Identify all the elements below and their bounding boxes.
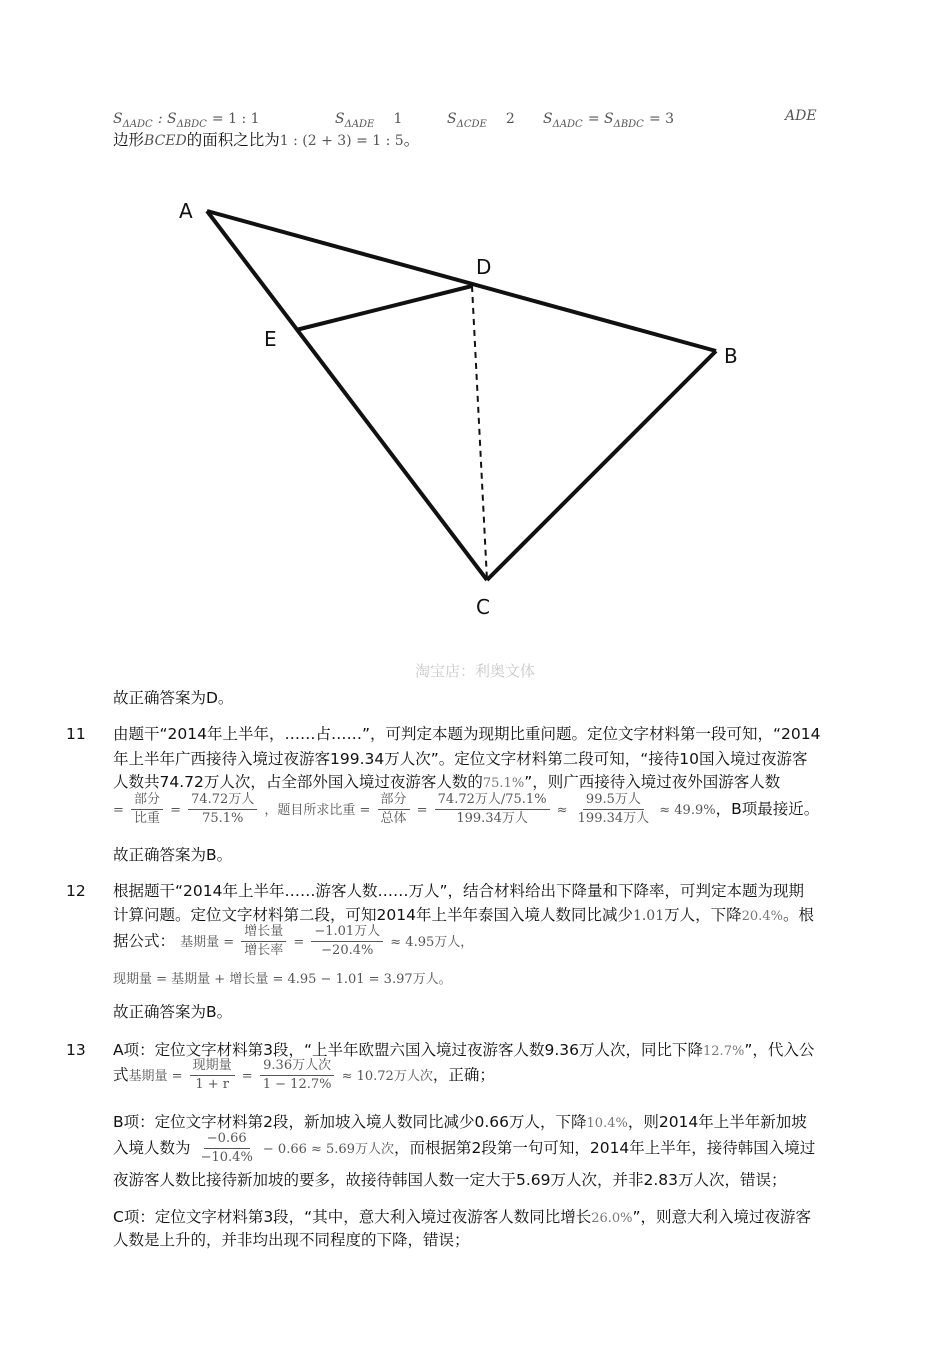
q11-answer: 故正确答案为B。 (113, 846, 233, 864)
q13-b-fn: −0.66 (204, 1131, 250, 1149)
q13-a-f2d: 1 − 12.7% (262, 1077, 332, 1092)
q12-frac1 (241, 924, 286, 959)
q13-a-f1n: 现期量 (190, 1058, 235, 1076)
q13-c-line1b: ”，则意大利入境过夜游客 (632, 1208, 812, 1226)
q12-f1d: 增长率 (244, 943, 284, 958)
q13-b-frac (198, 1131, 256, 1166)
line2-mid: 的面积之比为 (186, 131, 280, 149)
s-adc-symbol: S (113, 111, 123, 127)
q11-formula (113, 792, 819, 827)
q13-b-fd: −10.4% (200, 1150, 253, 1165)
q12-answer: 故正确答案为B。 (113, 1003, 233, 1021)
q11-f1n: 部分 (131, 792, 163, 810)
q11-line1: 由题干“2014年上半年，……占……”，可判定本题为现期比重问题。定位文字材料第一段可知，“2014 (113, 725, 821, 743)
q11-approx: ≈ (556, 803, 568, 818)
q13-a-line1a: A项：定位文字材料第3段，“上半年欧盟六国入境过夜游客人数9.36万人次，同比下降 (113, 1041, 704, 1059)
q12-f1n: 增长量 (241, 924, 286, 942)
q11-tail: ，B项最接近。 (715, 800, 820, 818)
q13-a-formula (113, 1058, 495, 1093)
q13-a-f2n: 9.36万人次 (260, 1058, 334, 1076)
segment-ab (207, 211, 716, 351)
vertex-label-c: C (476, 595, 490, 619)
q11-f4d: 199.34万人 (456, 811, 528, 826)
q13-c-line1a: C项：定位文字材料第3段，“其中，意大利入境过夜游客人数同比增长 (113, 1208, 592, 1226)
segment-ed (296, 286, 472, 330)
q11-f2d: 75.1% (202, 811, 244, 826)
vertex-label-d: D (476, 255, 492, 279)
q13-b-line1b: ，则2014年上半年新加坡 (627, 1113, 807, 1131)
q11-f5n: 99.5万人 (583, 792, 644, 810)
s-adc-subscript: ΔADC (122, 119, 153, 131)
q13-b-pct: 10.4% (586, 1116, 628, 1131)
q12-formula (113, 924, 473, 959)
q11-f1d: 比重 (134, 811, 161, 826)
q13-a-line1b: ”，代入公 (744, 1041, 815, 1059)
ratio-equals: = 1 : 1 (211, 111, 260, 127)
q11-eq: = (113, 803, 124, 818)
q12-current-formula: 现期量 = 基期量 + 增长量 = 4.95 − 1.01 = 3.97万人。 (113, 972, 452, 987)
q11-frac2 (188, 792, 257, 827)
value-three: = 3 (648, 111, 675, 127)
q13-b-result: − 0.66 ≈ 5.69万人次 (262, 1142, 394, 1157)
q12-f2d: −20.4% (321, 943, 374, 958)
q11-number: 11 (66, 725, 86, 743)
q13-b-line1a: B项：定位文字材料第2段，新加坡入境人数同比减少0.66万人，下降 (113, 1113, 587, 1131)
value-one: 1 (393, 111, 403, 127)
vertex-label-e: E (264, 327, 277, 351)
ade-label: ADE (785, 108, 817, 124)
segment-ac (207, 211, 487, 580)
q13-a-lhs: 基期量 = (128, 1069, 183, 1084)
s-adc2-subscript: ΔADC (552, 119, 583, 131)
q13-b-line2b: ，而根据第2段第一句可知，2014年上半年，接待韩国入境过 (393, 1139, 816, 1157)
q11-eq2: = (170, 803, 182, 818)
s-ade-symbol: S (335, 111, 345, 127)
q11-eq3: = (416, 803, 428, 818)
ratio-result: 1 : (2 + 3) = 1 : 5 (279, 133, 404, 149)
q12-f2n: −1.01万人 (311, 924, 383, 942)
q13-c-line1 (113, 1207, 811, 1229)
vertex-label-a: A (179, 199, 193, 223)
s-bdc2-subscript: ΔBDC (613, 119, 644, 131)
q12-line2b: 万人，下降 (664, 906, 742, 924)
q13-a-f1d: 1 + r (195, 1077, 229, 1092)
q12-line1: 根据题干“2014年上半年……游客人数……万人”，结合材料给出下降量和下降率，可判定本题为现期 (113, 882, 805, 900)
q12-eq: = (293, 935, 305, 950)
q11-result: ≈ 49.9% (659, 803, 716, 818)
q12-lhs: 基期量 = (180, 935, 235, 950)
q11-f3n: 部分 (378, 792, 410, 810)
q11-f5d: 199.34万人 (577, 811, 650, 826)
q13-c-pct: 26.0% (591, 1211, 633, 1226)
s-adc2-symbol: S (543, 111, 553, 127)
q12-frac2 (311, 924, 383, 959)
q12-number: 12 (66, 882, 86, 900)
q13-b-line2a: 入境人数为 (113, 1139, 191, 1157)
segment-bc (487, 351, 716, 580)
q11-mid: ，题目所求比重 = (264, 803, 371, 818)
q12-line2a: 计算问题。定位文字材料第二段，可知2014年上半年泰国入境人数同比减少 (113, 906, 633, 924)
q13-a-eq: = (241, 1069, 253, 1084)
value-two: 2 (505, 111, 515, 127)
q13-a-line2a: 式 (113, 1066, 129, 1084)
s-ade-subscript: ΔADE (344, 119, 375, 131)
q11-line3 (113, 772, 780, 794)
q11-frac4 (435, 792, 550, 827)
q13-a-result: ≈ 10.72万人次 (341, 1069, 433, 1084)
q13-a-frac2 (260, 1058, 335, 1093)
watermark: 淘宝店：利奥文体 (414, 662, 535, 680)
s-cde-subscript: ΔCDE (456, 119, 487, 131)
line2-prefix: 边形 (113, 131, 145, 149)
ratio-colon: : S (157, 111, 177, 127)
q12-formula-label: 据公式： (113, 932, 176, 950)
answer-d: 故正确答案为D。 (113, 689, 234, 707)
eq2-symbol: = S (587, 111, 614, 127)
q12-result: ≈ 4.95万人， (390, 935, 474, 950)
line2-end: 。 (403, 131, 420, 149)
q12-line2c: 。根 (782, 906, 814, 924)
bced-label: BCED (144, 133, 187, 149)
q13-b-line2 (113, 1131, 815, 1166)
q13-a-tail: ，正确； (432, 1066, 495, 1084)
s-bdc-subscript: ΔBDC (176, 119, 207, 131)
q13-b-line3: 夜游客人数比接待新加坡的要多，故接待韩国人数一定大于5.69万人次，并非2.83万人次，错误； (113, 1171, 787, 1189)
q11-line2: 年上半年广西接待入境过夜游客199.34万人次”。定位文字材料第二段可知，“接待10国入境过夜游客 (113, 750, 808, 768)
q11-f2n: 74.72万人 (188, 792, 257, 810)
q13-number: 13 (66, 1041, 86, 1059)
q11-f4n: 74.72万人/75.1% (435, 792, 550, 810)
q11-frac3 (378, 792, 410, 827)
q11-line3b: ”，则广西接待入境过夜外国游客人数 (524, 773, 781, 791)
segment-dc-dashed (472, 286, 487, 580)
q13-c-line2: 人数是上升的，并非均出现不同程度的下降，错误； (113, 1231, 470, 1249)
s-cde-symbol: S (447, 111, 457, 127)
vertex-label-b: B (724, 344, 738, 368)
q13-a-frac1 (190, 1058, 235, 1093)
q11-frac1 (131, 792, 163, 827)
q12-pct: 20.4% (741, 909, 783, 924)
q13-a-pct: 12.7% (703, 1044, 745, 1059)
q12-value: 1.01 (632, 908, 665, 924)
q11-pct: 75.1% (482, 776, 525, 791)
q11-frac5 (575, 792, 653, 827)
q11-line3a: 人数共74.72万人次，占全部外国入境过夜游客人数的 (113, 773, 483, 791)
q11-f3d: 总体 (380, 811, 407, 826)
